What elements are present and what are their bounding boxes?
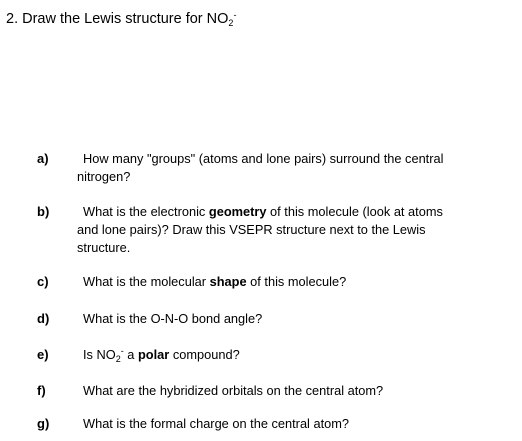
question-text: Is $NO_2^-$ a polar compound? (83, 346, 240, 364)
question-label: d) (37, 311, 50, 326)
question-title (6, 10, 236, 28)
question-label: a) (37, 151, 49, 166)
question-text: What is the formal charge on the central atom? (83, 416, 350, 431)
title-subscript: 2 (228, 18, 234, 28)
question-label: f) (37, 383, 46, 398)
question-text: What is the O-N-O bond angle? (83, 311, 263, 326)
question-label: e) (37, 347, 49, 362)
question-text: What are the hybridized orbitals on the central atom? (83, 383, 384, 398)
question-text: What is the electronic geometry of this molecule (look at atoms and lone pairs)? Draw this VSEPR structure next to the Lewis structure. (77, 204, 443, 255)
question-label: b) (37, 204, 50, 219)
title-text: 2. Draw the Lewis structure for NO (6, 11, 229, 27)
question-text: How many "groups" (atoms and lone pairs) surround the central nitrogen? (77, 151, 444, 184)
question-text: What is the molecular shape of this molecule? (83, 274, 347, 289)
question-label: g) (37, 416, 50, 431)
question-label: c) (37, 274, 49, 289)
title-superscript: - (233, 10, 237, 20)
